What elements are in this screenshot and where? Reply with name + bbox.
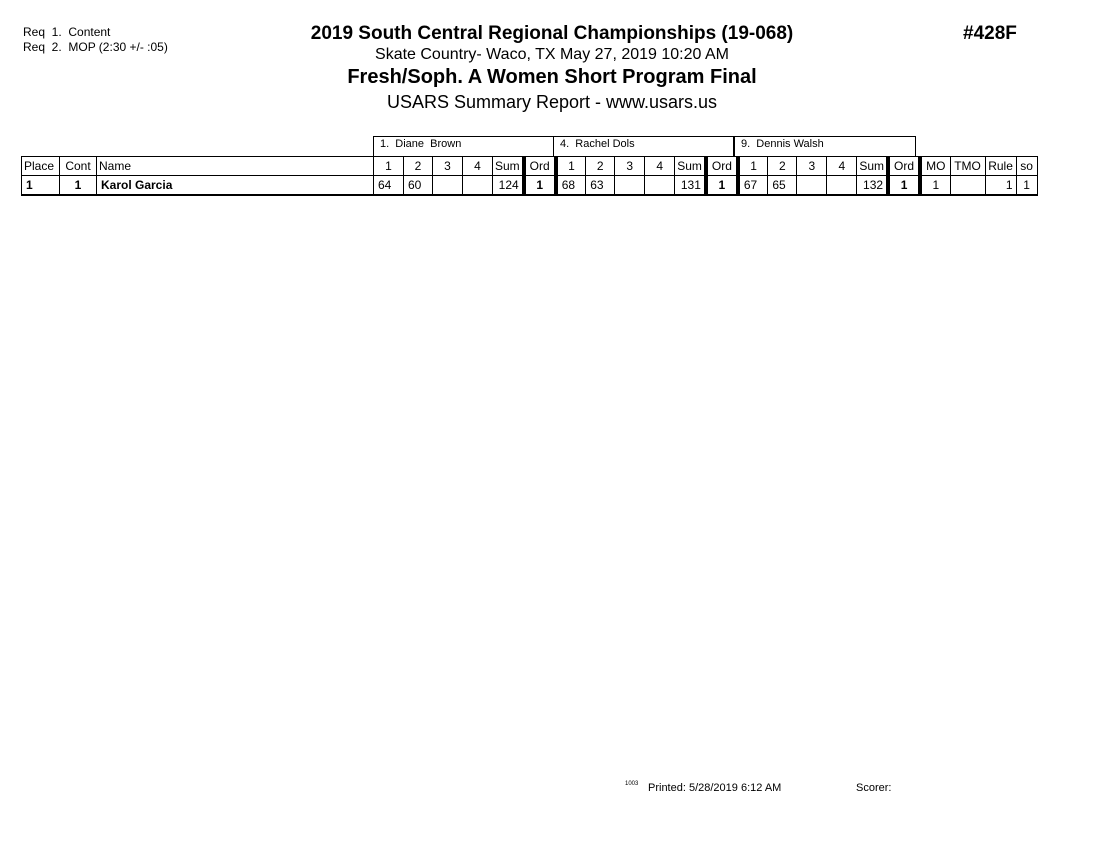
col-tmo: TMO <box>950 157 985 176</box>
col-j1-ord: Ord <box>524 157 556 176</box>
col-j3-ord: Ord <box>888 157 920 176</box>
col-j1-mark-2: 2 <box>404 157 433 176</box>
col-j1-mark-3: 3 <box>433 157 463 176</box>
col-j3-mark-3: 3 <box>797 157 827 176</box>
event-number: #428F <box>963 23 1017 44</box>
col-place: Place <box>22 157 60 176</box>
j2-mark-3 <box>615 176 645 196</box>
program-title: Fresh/Soph. A Women Short Program Final <box>347 66 757 88</box>
j1-mark-3 <box>433 176 463 196</box>
j3-ord: 1 <box>888 176 920 196</box>
table-row <box>22 176 1038 196</box>
cont-cell: 1 <box>60 176 97 196</box>
col-j3-sum: Sum <box>857 157 888 176</box>
j1-ord: 1 <box>524 176 556 196</box>
j3-mark-4 <box>827 176 857 196</box>
skater-name: Karol Garcia <box>97 176 374 196</box>
requirement-2: Req 2. MOP (2:30 +/- :05) <box>23 40 168 54</box>
j2-mark-4 <box>645 176 675 196</box>
judge-header-1: 1. Diane Brown <box>373 136 554 156</box>
report-title: USARS Summary Report - www.usars.us <box>386 92 718 112</box>
judge-header-2: 4. Rachel Dols <box>553 136 734 156</box>
scorer-label: Scorer: <box>856 782 892 794</box>
j1-mark-1: 64 <box>374 176 404 196</box>
col-name: Name <box>97 157 374 176</box>
j2-mark-1: 68 <box>556 176 586 196</box>
tmo-cell <box>950 176 985 196</box>
j3-mark-3 <box>797 176 827 196</box>
col-j3-mark-1: 1 <box>738 157 768 176</box>
judge-header-3: 9. Dennis Walsh <box>734 136 916 156</box>
j3-mark-2: 65 <box>768 176 797 196</box>
col-j3-mark-4: 4 <box>827 157 857 176</box>
col-j2-mark-3: 3 <box>615 157 645 176</box>
col-j2-mark-1: 1 <box>556 157 586 176</box>
j1-mark-2: 60 <box>404 176 433 196</box>
col-j3-mark-2: 2 <box>768 157 797 176</box>
col-mo: MO <box>920 157 950 176</box>
results-table <box>21 156 1038 196</box>
col-j2-mark-2: 2 <box>586 157 615 176</box>
j2-sum: 131 <box>675 176 706 196</box>
col-j1-mark-4: 4 <box>463 157 493 176</box>
event-venue: Skate Country- Waco, TX May 27, 2019 10:20 AM <box>375 46 729 63</box>
j1-mark-4 <box>463 176 493 196</box>
j3-mark-1: 67 <box>738 176 768 196</box>
col-j2-mark-4: 4 <box>645 157 675 176</box>
col-cont: Cont <box>60 157 97 176</box>
mo-cell: 1 <box>920 176 950 196</box>
col-j1-sum: Sum <box>493 157 524 176</box>
footer-code: 1003 <box>625 781 639 787</box>
j3-sum: 132 <box>857 176 888 196</box>
col-rule: Rule <box>985 157 1016 176</box>
col-j1-mark-1: 1 <box>374 157 404 176</box>
j2-ord: 1 <box>706 176 738 196</box>
j2-mark-2: 63 <box>586 176 615 196</box>
requirements-list <box>23 25 168 55</box>
col-so: so <box>1016 157 1037 176</box>
event-title: 2019 South Central Regional Championships (19-068) <box>310 23 794 44</box>
printed-timestamp: Printed: 5/28/2019 6:12 AM <box>648 782 782 794</box>
col-j2-ord: Ord <box>706 157 738 176</box>
so-cell: 1 <box>1016 176 1037 196</box>
rule-cell: 1 <box>985 176 1016 196</box>
requirement-1: Req 1. Content <box>23 25 111 39</box>
col-j2-sum: Sum <box>675 157 706 176</box>
place-cell: 1 <box>22 176 60 196</box>
j1-sum: 124 <box>493 176 524 196</box>
column-header-row <box>22 157 1038 176</box>
report-header <box>252 22 852 113</box>
